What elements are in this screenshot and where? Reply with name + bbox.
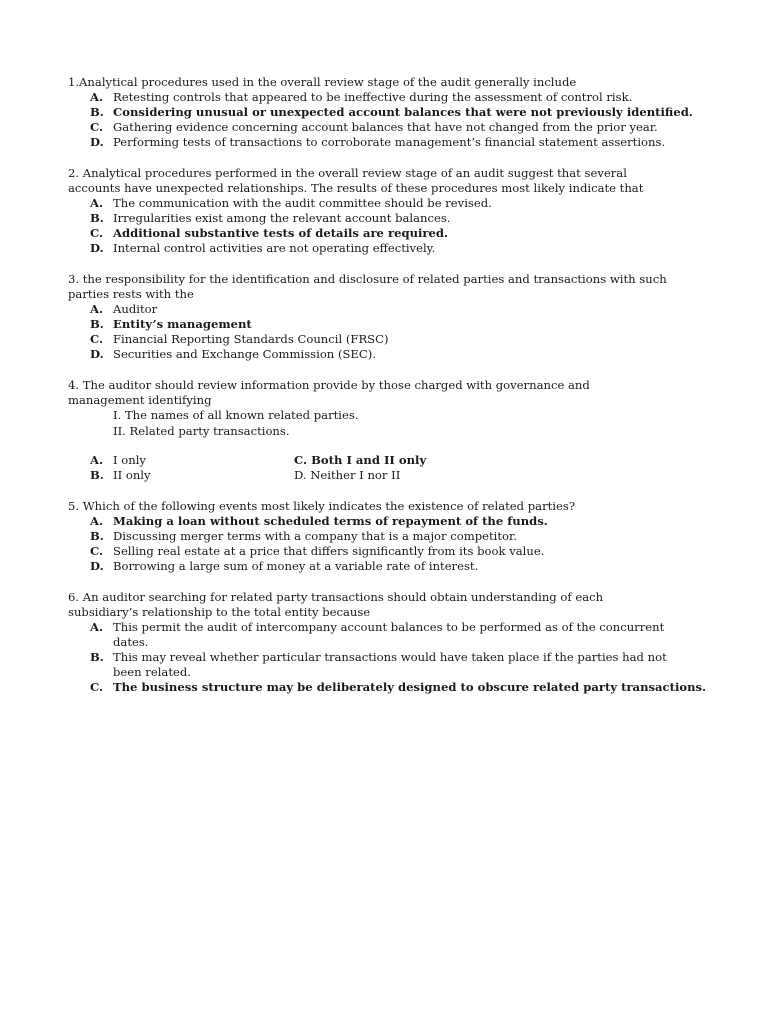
option-letter: C. [90, 544, 104, 558]
option-letter: C. [90, 120, 104, 134]
option-a [90, 302, 157, 317]
option-letter: A. [90, 302, 104, 316]
option-text: Irregularities exist among the relevant account balances. [113, 211, 451, 225]
question-stem: 5. Which of the following events most likely indicates the existence of related parties? [68, 499, 576, 513]
option-text: Considering unusual or unexpected account balances that were not previously identified. [113, 105, 693, 119]
option-d: D. Neither I nor II [294, 468, 401, 482]
option-letter: A. [90, 453, 104, 467]
option-letter: A. [90, 620, 104, 634]
question-stem: parties rests with the [68, 287, 194, 301]
option-text: The business structure may be deliberately designed to obscure related party transactions. [113, 680, 707, 694]
option-letter: B. [90, 650, 104, 664]
option-a-continuation: dates. [113, 635, 149, 649]
option-a [90, 620, 664, 635]
option-text: Discussing merger terms with a company that is a major competitor. [113, 529, 517, 543]
option-text: This permit the audit of intercompany account balances to be performed as of the concurrent [113, 620, 665, 634]
option-text: The communication with the audit committee should be revised. [113, 196, 492, 210]
option-letter: D. [90, 559, 104, 573]
option-letter: C. [90, 680, 104, 694]
question-stem: 1.Analytical procedures used in the overall review stage of the audit generally include [68, 75, 577, 89]
option-c-answer [90, 680, 706, 695]
option-a [90, 453, 146, 468]
option-text: Securities and Exchange Commission (SEC). [113, 347, 376, 361]
option-text: Auditor [113, 302, 158, 316]
question-stem: 2. Analytical procedures performed in the overall review stage of an audit suggest that several [68, 166, 627, 180]
option-text: Entity’s management [113, 317, 252, 331]
question-stem: subsidiary’s relationship to the total entity because [68, 605, 371, 619]
option-text: This may reveal whether particular transactions would have taken place if the parties had not [113, 650, 667, 664]
question-stem: management identifying [68, 393, 212, 407]
option-letter: B. [90, 105, 104, 119]
option-d [90, 347, 376, 362]
option-text: II only [113, 468, 151, 482]
option-c [90, 120, 658, 135]
option-letter: A. [90, 90, 104, 104]
option-text: Gathering evidence concerning account balances that have not changed from the prior year. [113, 120, 658, 134]
option-b [90, 211, 451, 226]
option-letter: D. [90, 135, 104, 149]
option-a-answer [90, 514, 548, 529]
option-text: Borrowing a large sum of money at a variable rate of interest. [113, 559, 479, 573]
option-b [90, 468, 151, 483]
question-stem: 3. the responsibility for the identification and disclosure of related parties and transactions with such [68, 272, 667, 286]
option-c-answer: C. Both I and II only [294, 453, 427, 467]
option-b [90, 650, 667, 665]
option-letter: A. [90, 196, 104, 210]
option-a [90, 90, 632, 105]
option-letter: B. [90, 211, 104, 225]
option-b-continuation: been related. [113, 665, 191, 679]
option-text: Retesting controls that appeared to be ineffective during the assessment of control risk. [113, 90, 633, 104]
option-text: Additional substantive tests of details are required. [113, 226, 449, 240]
option-d [90, 559, 478, 574]
option-d [90, 135, 665, 150]
option-text: Internal control activities are not operating effectively. [113, 241, 436, 255]
question-stem: accounts have unexpected relationships. The results of these procedures most likely indicate that [68, 181, 644, 195]
option-c-answer [90, 226, 448, 241]
option-text: Financial Reporting Standards Council (FRSC) [113, 332, 389, 346]
option-d [90, 241, 435, 256]
roman-item-2: II. Related party transactions. [113, 424, 290, 438]
option-b [90, 529, 517, 544]
option-a [90, 196, 492, 211]
option-text: I only [113, 453, 146, 467]
option-letter: D. [90, 347, 104, 361]
option-letter: B. [90, 317, 104, 331]
question-stem: 4. The auditor should review information provide by those charged with governance and [68, 378, 590, 392]
option-c [90, 332, 389, 347]
option-b-answer [90, 105, 693, 120]
option-letter: C. [90, 332, 104, 346]
option-text: Performing tests of transactions to corroborate management’s financial statement assertions. [113, 135, 666, 149]
option-letter: C. [90, 226, 104, 240]
option-letter: B. [90, 468, 104, 482]
option-text: Making a loan without scheduled terms of repayment of the funds. [113, 514, 548, 528]
option-letter: B. [90, 529, 104, 543]
option-letter: A. [90, 514, 104, 528]
option-text: Selling real estate at a price that differs significantly from its book value. [113, 544, 545, 558]
question-stem: 6. An auditor searching for related party transactions should obtain understanding of each [68, 590, 604, 604]
option-letter: D. [90, 241, 104, 255]
option-c [90, 544, 544, 559]
roman-item-1: I. The names of all known related parties. [113, 408, 359, 422]
option-b-answer [90, 317, 252, 332]
